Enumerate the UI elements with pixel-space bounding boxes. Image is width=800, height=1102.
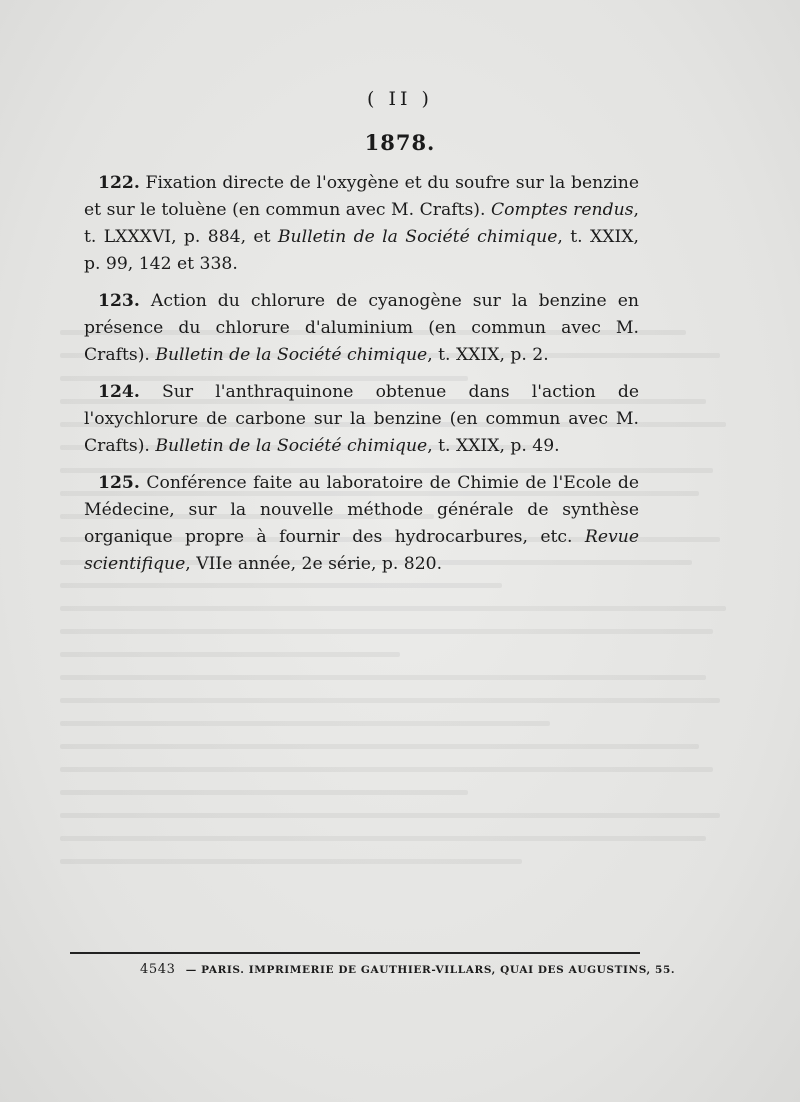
entry-number: 124.: [98, 382, 140, 402]
entry-number: 125.: [98, 473, 140, 493]
entry-journal: Bulletin de la Société chimique: [277, 227, 558, 247]
year-heading: 1878.: [364, 130, 436, 155]
entry-journal: Revue scientifique: [84, 527, 639, 574]
entry-text: , t. XXIX, p. 2.: [427, 345, 549, 365]
entry-journal: Bulletin de la Société chimique: [155, 436, 428, 456]
entry-text: Conférence faite au laboratoire de Chimie de l'Ecole de Médecine, sur la nouvelle méthode générale de synthèse organique propre à fournir des hydrocarbures, etc.: [84, 473, 639, 547]
bibliography-list: [84, 170, 639, 588]
footer-rule: [70, 952, 640, 954]
entry-text: Sur l'anthraquinone obtenue dans l'action de l'oxychlorure de carbone sur la benzine (en commun avec M. Crafts).: [84, 382, 639, 456]
imprint-text: — PARIS. IMPRIMERIE DE GAUTHIER-VILLARS, QUAI DES AUGUSTINS, 55.: [185, 964, 676, 976]
entry-text: Fixation directe de l'oxygène et du soufre sur la benzine et sur le toluène (en commun avec M. Crafts).: [84, 173, 639, 220]
entry-journal: Bulletin de la Société chimique: [155, 345, 428, 365]
entry-text: Action du chlorure de cyanogène sur la benzine en présence du chlorure d'aluminium (en commun avec M. Crafts).: [84, 291, 639, 365]
imprint-number: 4543: [140, 962, 176, 977]
entry-text: , VIIe année, 2e série, p. 820.: [185, 554, 443, 574]
printer-imprint: [140, 962, 676, 977]
bibliography-entry-125: [84, 470, 639, 578]
entry-journal: Comptes rendus: [490, 200, 634, 220]
entry-text: , t. LXXXVI, p. 884, et: [84, 200, 639, 247]
page-number: ( II ): [367, 88, 433, 110]
entry-number: 122.: [98, 173, 140, 193]
bibliography-entry-123: [84, 288, 639, 369]
entry-text: , t. XXIX, p. 49.: [427, 436, 560, 456]
entry-number: 123.: [98, 291, 140, 311]
entry-text: , t. XXIX, p. 99, 142 et 338.: [84, 227, 639, 274]
bibliography-entry-122: [84, 170, 639, 278]
bibliography-entry-124: [84, 379, 639, 460]
